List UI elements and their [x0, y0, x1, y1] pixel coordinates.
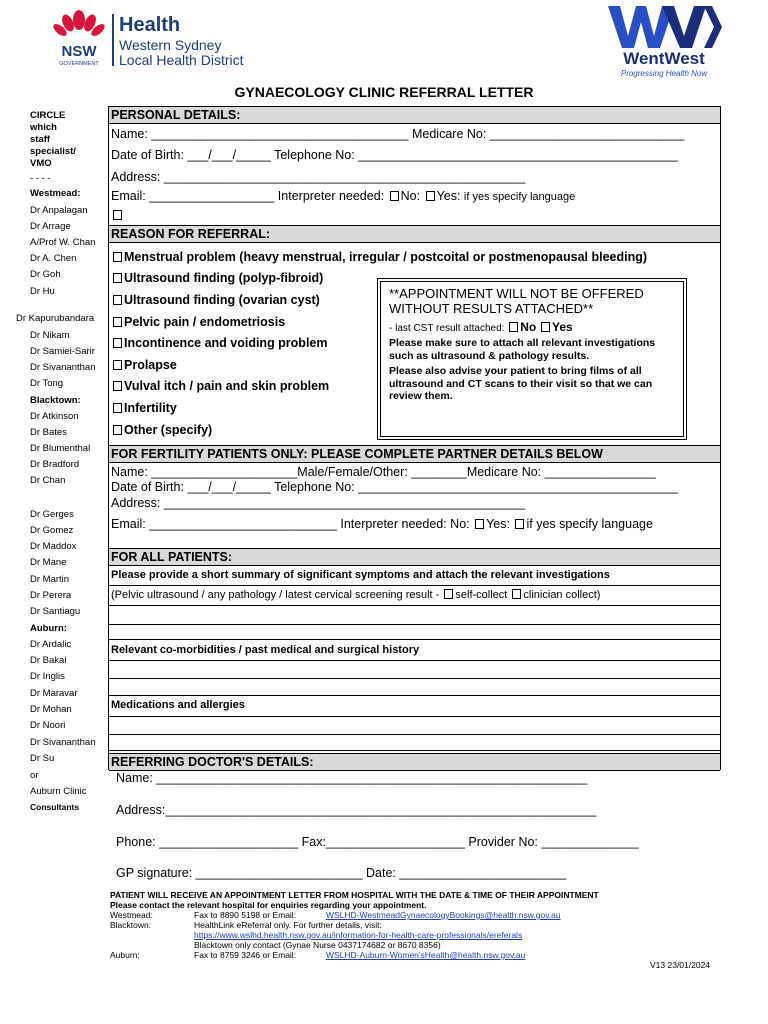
doctor-item[interactable]: Dr Santiagu	[30, 606, 81, 617]
referrer-heading: REFERRING DOCTOR'S DETAILS:	[109, 753, 720, 771]
doctor-item[interactable]: Dr Noori	[30, 720, 66, 731]
interpreter-yes-checkbox[interactable]	[426, 191, 435, 201]
reason-label: Menstrual problem (heavy menstrual, irregular / postcoital or postmenopausal bleeding)	[124, 250, 648, 264]
blacktown-ereferral-link[interactable]: https://www.wslhd.health.nsw.gov.au/information-for-health-care-professionals/ereferals	[194, 930, 523, 940]
reason-label: Prolapse	[124, 358, 177, 372]
reason-label: Other (specify)	[124, 423, 213, 437]
sidebar-blacktown: Blacktown:	[30, 395, 81, 406]
referral-form	[108, 106, 721, 770]
doctor-item[interactable]: Dr Martin	[30, 574, 70, 585]
reason-label: Vulval itch / pain and skin problem	[124, 379, 330, 393]
sidebar-which: which	[30, 122, 57, 133]
version-label: V13 23/01/2024	[650, 960, 711, 970]
language-hint: if yes specify language	[463, 191, 576, 203]
doctor-item[interactable]: Dr Anpalagan	[30, 205, 88, 216]
reason-heading: REASON FOR REFERRAL:	[109, 225, 720, 243]
comorbidities-label: Relevant co-morbidities / past medical and surgical history	[111, 644, 420, 656]
interpreter-no-checkbox[interactable]	[390, 191, 399, 201]
footer-blacktown-label: Blacktown:	[110, 920, 152, 930]
sidebar-specialist: specialist/	[30, 146, 76, 157]
reason-checkbox[interactable]	[113, 381, 122, 391]
doctor-item[interactable]: Dr Perera	[30, 590, 72, 601]
doctor-item[interactable]: Dr Maravar	[30, 688, 78, 699]
district-line-2: Local Health District	[119, 52, 244, 68]
doctor-item[interactable]: Dr Mohan	[30, 704, 72, 715]
doctor-item[interactable]: Dr Bradford	[30, 459, 80, 470]
doctor-item[interactable]: Dr Sivananthan	[30, 737, 96, 748]
sidebar-westmead: Westmead:	[30, 188, 81, 199]
reason-checkbox[interactable]	[113, 317, 122, 327]
reason-label: Ultrasound finding (polyp-fibroid)	[124, 271, 324, 285]
partner-email-row	[111, 517, 653, 531]
partner-yes-label: Yes:	[486, 517, 510, 531]
nsw-text: NSW	[61, 43, 97, 60]
doctor-item[interactable]: Dr Su	[30, 753, 55, 764]
wentwest-tagline: Progressing Health Now	[620, 69, 708, 78]
doctor-item[interactable]: Dr Tong	[30, 378, 64, 389]
gp-signature-date-field[interactable]: GP signature: ________________________ Date: ________________________	[116, 866, 567, 880]
doctor-item[interactable]: Dr Bates	[30, 427, 67, 438]
patient-email-field[interactable]: Email: __________________ Interpreter needed:	[111, 189, 385, 203]
reason-checkbox[interactable]	[113, 252, 122, 262]
doctor-item[interactable]: Dr Arrage	[30, 221, 71, 232]
footer-westmead-fax: Fax to 8890 5198 or Email:	[194, 910, 297, 920]
interpreter-no-label: No:	[400, 189, 421, 203]
clinician-collect-checkbox[interactable]	[512, 589, 521, 599]
partner-interpreter-yes-checkbox[interactable]	[515, 519, 524, 529]
notice-para-2: Please also advise your patient to bring films of all ultrasound and CT scans to their visit so that we can review them.	[389, 365, 653, 402]
notice-heading-2: WITHOUT RESULTS ATTACHED**	[389, 301, 594, 316]
self-collect-label: self-collect	[455, 589, 508, 601]
district-line-1: Western Sydney	[119, 37, 222, 53]
results-notice-box	[377, 278, 687, 440]
personal-extra-checkbox[interactable]	[113, 210, 122, 220]
doctor-item[interactable]: Dr Chan	[30, 475, 66, 486]
referrer-phone-fax-provider-field[interactable]: Phone: ____________________ Fax:____________________ Provider No: ______________	[116, 835, 639, 849]
patient-email-row	[111, 189, 575, 203]
cst-row	[389, 320, 675, 334]
reason-label: Ultrasound finding (ovarian cyst)	[124, 293, 320, 307]
notice-heading-1: **APPOINTMENT WILL NOT BE OFFERED	[389, 286, 644, 301]
footer-auburn-fax: Fax to 8759 3246 or Email:	[194, 950, 297, 960]
summary-instruction: Please provide a short summary of significant symptoms and attach the relevant investigations	[111, 569, 610, 581]
patient-address-field[interactable]: Address: ____________________________________________________	[111, 170, 526, 184]
all-patients-heading: FOR ALL PATIENTS:	[109, 548, 720, 566]
doctor-item[interactable]: Dr Mane	[30, 557, 67, 568]
doctor-item[interactable]: Dr Gomez	[30, 525, 74, 536]
nsw-gov-text: GOVERNMENT	[59, 61, 99, 67]
patient-dob-phone-field[interactable]: Date of Birth: ___/___/_____ Telephone No: ______________________________________________	[111, 148, 678, 162]
doctor-item[interactable]: Dr Samiei-Sarir	[30, 346, 95, 357]
logo-divider	[112, 14, 114, 66]
doctor-item[interactable]: A/Prof W. Chan	[30, 237, 96, 248]
cst-no-checkbox[interactable]	[509, 322, 518, 332]
partner-address-field[interactable]: Address: ____________________________________________________	[111, 496, 526, 510]
sidebar-vmo: VMO	[30, 158, 52, 169]
doctor-item[interactable]: Dr Ardalic	[30, 639, 72, 650]
doctor-item[interactable]: Dr Maddox	[30, 541, 77, 552]
partner-dob-phone-field[interactable]: Date of Birth: ___/___/_____ Telephone No: ______________________________________________	[111, 480, 678, 494]
medications-label: Medications and allergies	[111, 699, 245, 711]
doctor-item[interactable]: Dr Gerges	[30, 509, 74, 520]
wentwest-logo	[604, 2, 724, 80]
reason-checkbox[interactable]	[113, 425, 122, 435]
interpreter-yes-label: Yes:	[436, 189, 461, 203]
reason-checkbox[interactable]	[113, 273, 122, 283]
fertility-heading: FOR FERTILITY PATIENTS ONLY: PLEASE COMPLETE PARTNER DETAILS BELOW	[109, 445, 720, 463]
doctor-item[interactable]: Dr Sivananthan	[30, 362, 96, 373]
personal-details-heading: PERSONAL DETAILS:	[109, 107, 720, 124]
reason-checkbox[interactable]	[113, 403, 122, 413]
patient-name-field[interactable]: Name: _____________________________________ Medicare No: ____________________________	[111, 127, 685, 141]
footer-blacktown-text: HealthLink eReferral only. For further details, visit:	[194, 920, 382, 930]
doctor-item[interactable]: Dr Goh	[30, 269, 61, 280]
cst-yes-label: Yes	[551, 320, 573, 334]
reason-label: Pelvic pain / endometriosis	[124, 315, 286, 329]
cst-label: - last CST result attached:	[389, 323, 505, 334]
cst-yes-checkbox[interactable]	[541, 322, 550, 332]
doctor-item[interactable]: Dr Hu	[30, 286, 55, 297]
sidebar-circle: CIRCLE	[30, 110, 66, 121]
partner-language-hint: if yes specify language	[526, 517, 653, 531]
doctor-item[interactable]: Dr Kapurubandara	[16, 313, 95, 324]
westmead-email-link[interactable]: WSLHD-WestmeadGynaecologyBookings@health.nsw.gov.au	[326, 910, 561, 920]
reason-checkbox[interactable]	[113, 295, 122, 305]
health-label: Health	[119, 14, 181, 36]
nsw-waratah-logo	[48, 8, 110, 70]
footer-blacktown-contact: Blacktown only contact (Gynae Nurse 0437174682 or 8670 8356)	[194, 940, 441, 950]
partner-interpreter-no-checkbox[interactable]	[475, 519, 484, 529]
doctor-item[interactable]: Dr Blumenthal	[30, 443, 91, 454]
footer-line-1: PATIENT WILL RECEIVE AN APPOINTMENT LETTER FROM HOSPITAL WITH THE DATE & TIME OF THEIR APPOINTMENT	[110, 890, 599, 900]
doctor-item[interactable]: Dr Nikam	[30, 330, 70, 341]
notice-para-1: Please make sure to attach all relevant investigations such as ultrasound & pathology results.	[389, 337, 656, 362]
doctor-item[interactable]: Dr Inglis	[30, 671, 65, 682]
pelvic-row	[111, 589, 600, 601]
clinician-collect-label: clinician collect)	[523, 589, 601, 601]
reason-checkbox[interactable]	[113, 338, 122, 348]
sidebar-consultants: Consultants	[30, 802, 80, 812]
doctor-item[interactable]: Dr Bakal	[30, 655, 67, 666]
doctor-item[interactable]: Auburn Clinic	[30, 786, 87, 797]
reason-label: Incontinence and voiding problem	[124, 336, 328, 350]
sidebar-staff: staff	[30, 134, 51, 145]
referrer-address-field[interactable]: Address:______________________________________________________________	[116, 803, 597, 817]
auburn-email-link[interactable]: WSLHD-Auburn-Women'sHealth@health.nsw.gov.au	[326, 950, 526, 960]
wentwest-name: WentWest	[623, 49, 705, 68]
referrer-name-field[interactable]: Name: ______________________________________________________________	[116, 771, 588, 785]
page-title: GYNAECOLOGY CLINIC REFERRAL LETTER	[234, 84, 534, 100]
pelvic-text: (Pelvic ultrasound / any pathology / latest cervical screening result -	[111, 589, 440, 601]
sidebar-auburn: Auburn:	[30, 623, 67, 634]
footer-westmead-label: Westmead:	[110, 910, 153, 920]
sidebar-dashes: - - - -	[30, 173, 51, 184]
doctor-item[interactable]: Dr Atkinson	[30, 411, 79, 422]
footer-auburn-label: Auburn:	[110, 950, 140, 960]
footer-line-2: Please contact the relevant hospital for enquiries regarding your appointment.	[110, 900, 427, 910]
reason-checkbox[interactable]	[113, 360, 122, 370]
reason-label: Infertility	[124, 401, 177, 415]
sidebar-or: or	[30, 770, 39, 781]
doctor-item[interactable]: Dr A. Chen	[30, 253, 77, 264]
self-collect-checkbox[interactable]	[444, 589, 453, 599]
partner-name-field[interactable]: Name: _____________________Male/Female/Other: ________Medicare No: ________________	[111, 465, 656, 479]
partner-email-field[interactable]: Email: ___________________________ Interpreter needed: No:	[111, 517, 470, 531]
cst-no-label: No	[520, 320, 537, 334]
